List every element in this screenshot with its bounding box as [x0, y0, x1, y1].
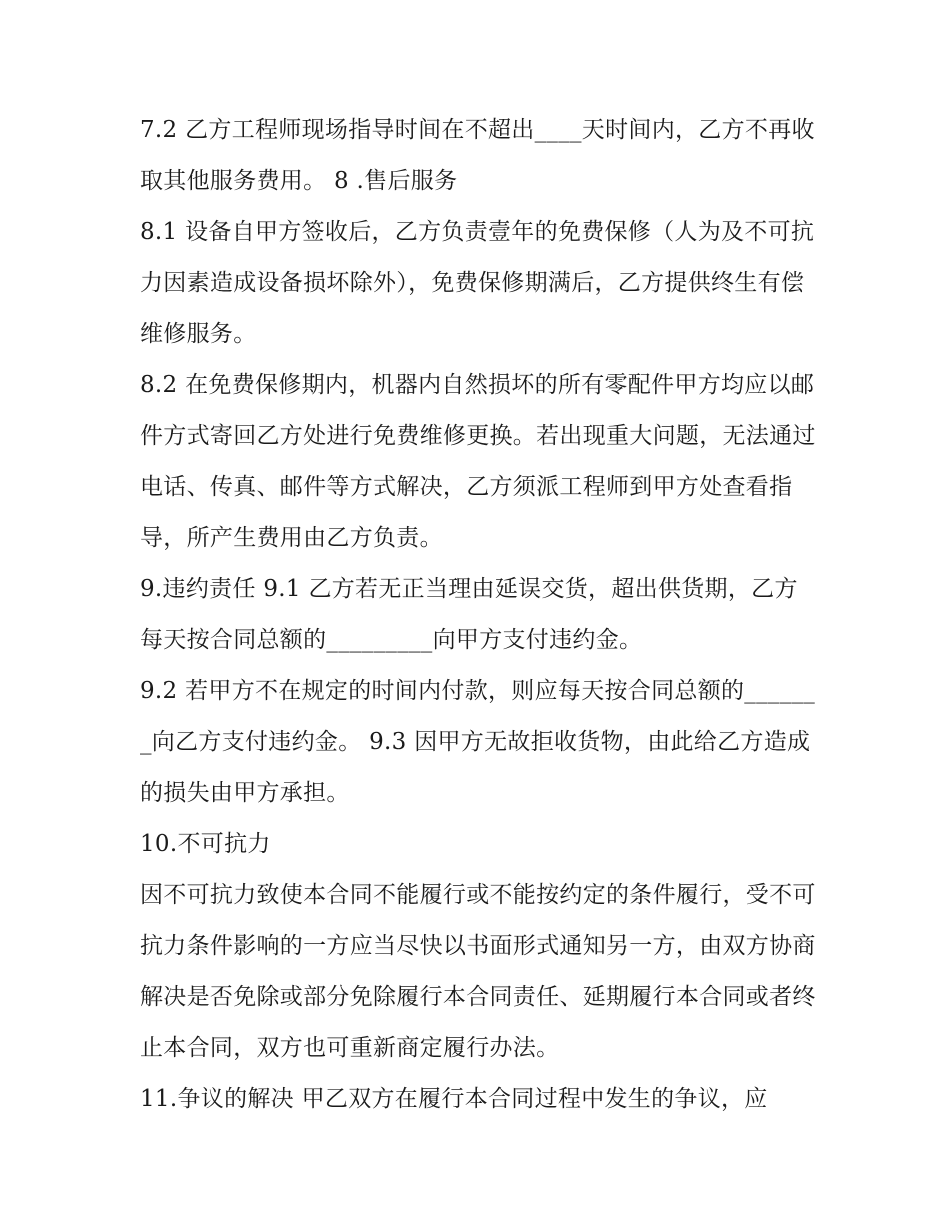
paragraph-9-2: 9.2 若甲方不在规定的时间内付款，则应每天按合同总额的_______向乙方支付违约金。 9.3 因甲方无故拒收货物，由此给乙方造成的损失由甲方承担。: [140, 678, 816, 806]
paragraph-8-1: 8.1 设备自甲方签收后，乙方负责壹年的免费保修（人为及不可抗力因素造成设备损坏除外），免费保修期满后，乙方提供终生有偿维修服务。: [140, 219, 815, 347]
paragraph-7-2: 7.2 乙方工程师现场指导时间在不超出____天时间内，乙方不再收取其他服务费用。 8 .售后服务: [140, 117, 815, 194]
paragraph-11: 11.争议的解决 甲乙双方在履行本合同过程中发生的争议，应: [140, 1086, 768, 1112]
paragraph-9-1: 9.违约责任 9.1 乙方若无正当理由延误交货，超出供货期，乙方每天按合同总额的_________向甲方支付违约金。: [140, 576, 798, 653]
paragraph-10-body: 因不可抗力致使本合同不能履行或不能按约定的条件履行，受不可抗力条件影响的一方应当尽快以书面形式通知另一方，由双方协商解决是否免除或部分免除履行本合同责任、延期履行本合同或者终止本合同，双方也可重新商定履行办法。: [140, 882, 816, 1061]
paragraph-8-2: 8.2 在免费保修期内，机器内自然损坏的所有零配件甲方均应以邮件方式寄回乙方处进行免费维修更换。若出现重大问题，无法通过电话、传真、邮件等方式解决，乙方须派工程师到甲方处查看指导，所产生费用由乙方负责。: [140, 372, 816, 551]
document-body: [140, 105, 820, 1125]
section-heading-10: 10.不可抗力: [140, 831, 271, 857]
